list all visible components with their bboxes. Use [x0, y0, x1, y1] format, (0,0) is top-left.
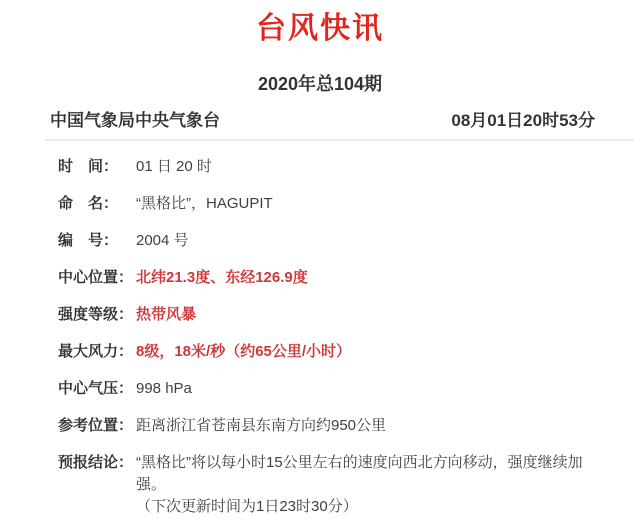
- bulletin-fields: [0, 141, 640, 518]
- field-label: 编 号：: [58, 232, 119, 249]
- field-label: 中心气压：: [58, 380, 134, 397]
- field-value: “黑格比”，HAGUPIT: [136, 195, 273, 212]
- field-value: 8级，18米/秒（约65公里/小时）: [136, 343, 352, 360]
- field-value: 距离浙江省苍南县东南方向约950公里: [136, 417, 387, 434]
- agency-name: 中国气象局中央气象台: [50, 111, 220, 130]
- field-row-center-position: [58, 267, 595, 288]
- meta-row: [0, 110, 640, 132]
- issue-datetime: 08月01日20时53分: [451, 111, 595, 130]
- field-label: 中心位置：: [58, 269, 134, 286]
- field-label: 预报结论：: [58, 454, 134, 471]
- field-value: 998 hPa: [136, 380, 192, 397]
- field-value: 热带风暴: [136, 306, 197, 323]
- field-label: 参考位置：: [58, 417, 134, 434]
- field-label: 命 名：: [58, 195, 119, 212]
- field-label: 最大风力：: [58, 343, 134, 360]
- field-row-intensity: [58, 304, 595, 325]
- issue-number: 2020年总104期: [257, 74, 383, 94]
- field-value: [136, 452, 595, 518]
- field-value: 01 日 20 时: [136, 158, 212, 175]
- field-row-central-pressure: [58, 378, 595, 399]
- field-row-time: [58, 156, 595, 177]
- field-row-reference-position: [58, 415, 595, 436]
- field-value: 2004 号: [136, 232, 189, 249]
- field-row-max-wind: [58, 341, 595, 362]
- field-row-number: [58, 230, 595, 251]
- field-label: 强度等级：: [58, 306, 134, 323]
- forecast-text: “黑格比”将以每小时15公里左右的速度向西北方向移动，强度继续加强。: [136, 454, 583, 493]
- page-title: 台风快讯: [256, 12, 384, 45]
- field-value: 北纬21.3度、东经126.9度: [136, 269, 308, 286]
- field-label: 时 间：: [58, 158, 119, 175]
- next-update-note: （下次更新时间为1日23时30分）: [136, 498, 358, 515]
- field-row-forecast: [58, 452, 595, 518]
- field-row-name: [58, 193, 595, 214]
